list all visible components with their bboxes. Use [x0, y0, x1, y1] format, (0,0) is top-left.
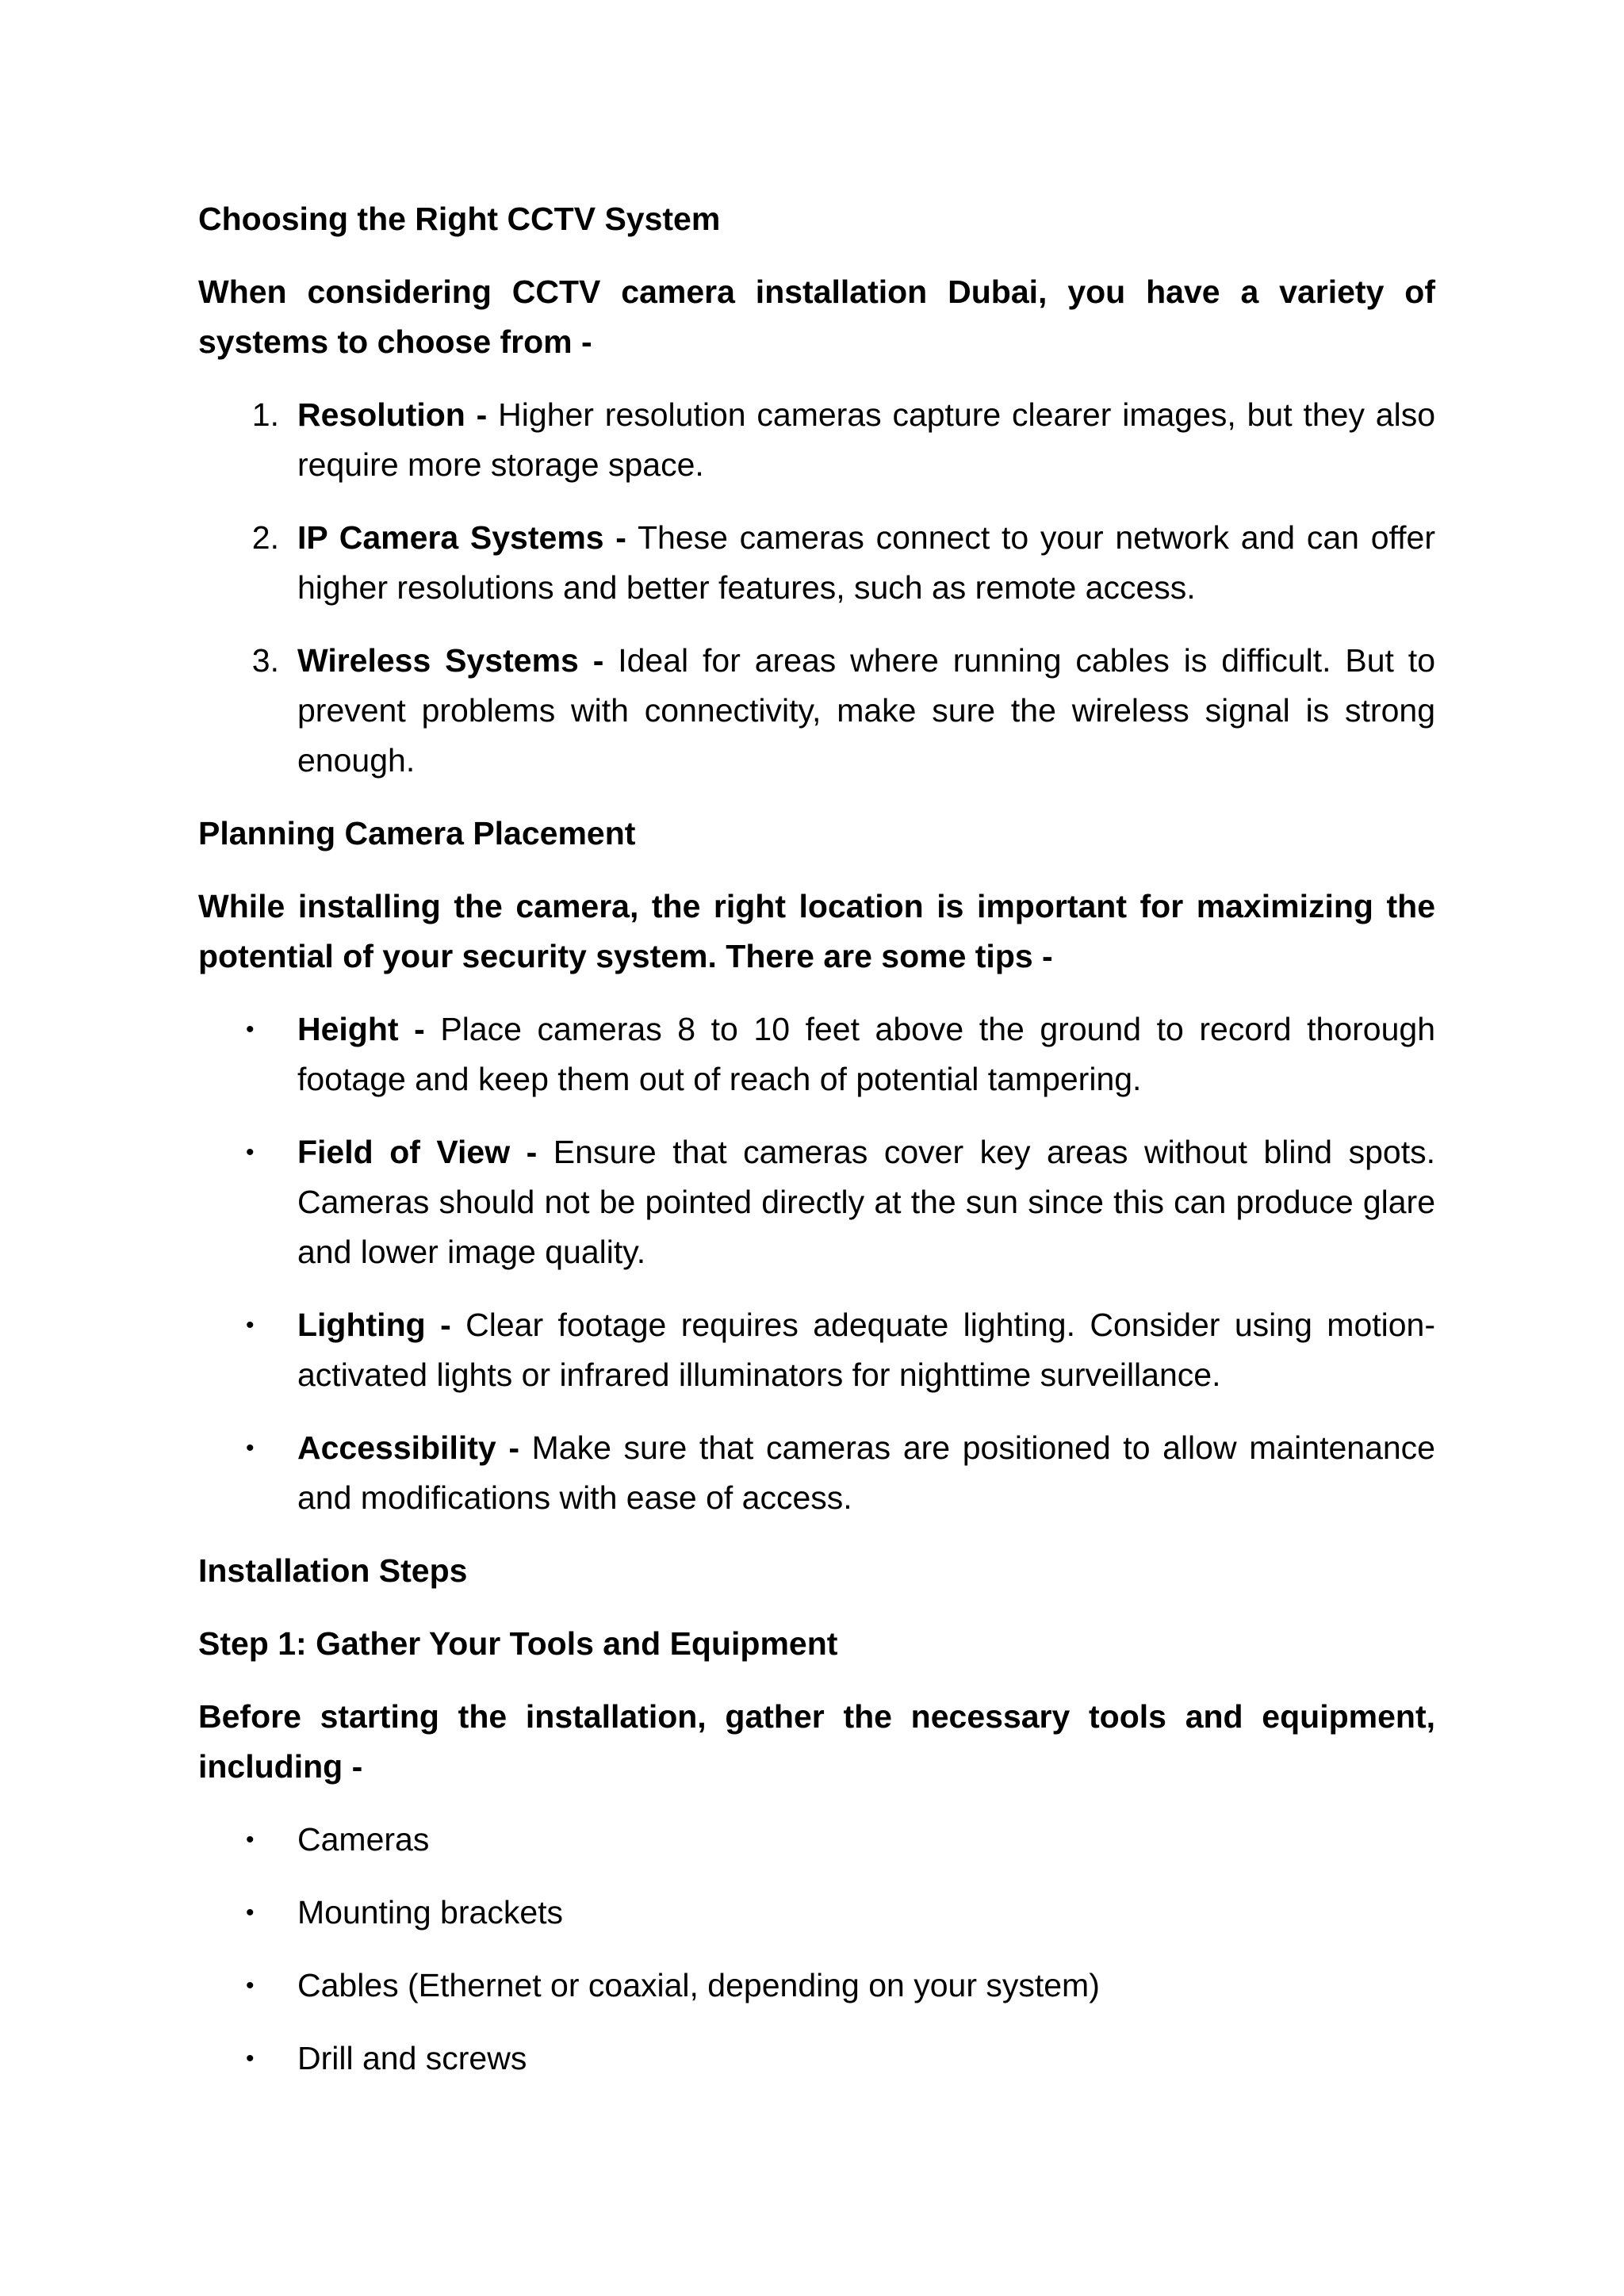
list-text: Cameras: [297, 1821, 430, 1858]
list-term: Field of View -: [297, 1134, 538, 1170]
list-text: Ideal for areas where running cables is difficult. But to prevent problems with connectivity, make sure the wireless signal is strong enough.: [297, 642, 1435, 779]
list-number: 3.: [251, 642, 279, 679]
placement-intro: While installing the camera, the right location is important for maximizing the potential of your security system. There are some tips -: [198, 888, 1435, 974]
list-item: [198, 1815, 1435, 1865]
list-item: [198, 390, 1435, 490]
list-item: [198, 1300, 1435, 1400]
placement-tips-list: [198, 1004, 1435, 1523]
list-item: [198, 1888, 1435, 1938]
list-item: [198, 636, 1435, 786]
list-term: Height -: [297, 1011, 425, 1047]
list-item: [198, 1127, 1435, 1277]
list-item: [198, 2034, 1435, 2084]
step1-heading: Step 1: Gather Your Tools and Equipment: [198, 1625, 838, 1662]
list-text: Ensure that cameras cover key areas without blind spots. Cameras should not be pointed directly at the sun since this can produce glare and lower image quality.: [297, 1134, 1435, 1270]
installation-heading: Installation Steps: [198, 1552, 468, 1589]
tools-list: [198, 1815, 1435, 2084]
list-text: Place cameras 8 to 10 feet above the ground to record thorough footage and keep them out of reach of potential tampering.: [297, 1011, 1436, 1097]
list-term: Resolution -: [297, 396, 488, 433]
bullet-icon: •: [246, 1016, 255, 1043]
cctv-intro: When considering CCTV camera installation Dubai, you have a variety of systems to choose from -: [198, 274, 1435, 360]
list-text: These cameras connect to your network and can offer higher resolutions and better features, such as remote access.: [297, 519, 1435, 606]
cctv-heading: Choosing the Right CCTV System: [198, 201, 721, 237]
bullet-icon: •: [246, 1435, 255, 1461]
bullet-icon: •: [246, 1900, 255, 1926]
cctv-system-list: [198, 390, 1435, 786]
list-number: 1.: [251, 396, 279, 433]
bullet-icon: •: [246, 1973, 255, 1999]
list-item: [198, 1961, 1435, 2011]
bullet-icon: •: [246, 2045, 255, 2072]
document-page: [198, 194, 1435, 2107]
list-text: Cables (Ethernet or coaxial, depending on your system): [297, 1967, 1100, 2003]
list-item: [198, 1423, 1435, 1523]
step1-intro: Before starting the installation, gather the necessary tools and equipment, including -: [198, 1698, 1435, 1785]
list-text: Clear footage requires adequate lighting. Consider using motion-activated lights or infrared illuminators for nighttime surveillance.: [297, 1307, 1435, 1393]
bullet-icon: •: [246, 1312, 255, 1338]
list-text: Mounting brackets: [297, 1894, 564, 1931]
list-text: Higher resolution cameras capture clearer images, but they also require more storage space.: [297, 396, 1436, 483]
list-item: [198, 513, 1435, 613]
bullet-icon: •: [246, 1827, 255, 1853]
list-term: IP Camera Systems -: [297, 519, 626, 556]
placement-heading: Planning Camera Placement: [198, 815, 636, 851]
list-term: Wireless Systems -: [297, 642, 604, 679]
list-number: 2.: [251, 519, 279, 556]
list-term: Lighting -: [297, 1307, 451, 1343]
list-item: [198, 1004, 1435, 1104]
list-text: Drill and screws: [297, 2040, 527, 2076]
bullet-icon: •: [246, 1139, 255, 1165]
list-term: Accessibility -: [297, 1429, 519, 1466]
list-text: Make sure that cameras are positioned to allow maintenance and modifications with ease of access.: [297, 1429, 1435, 1516]
